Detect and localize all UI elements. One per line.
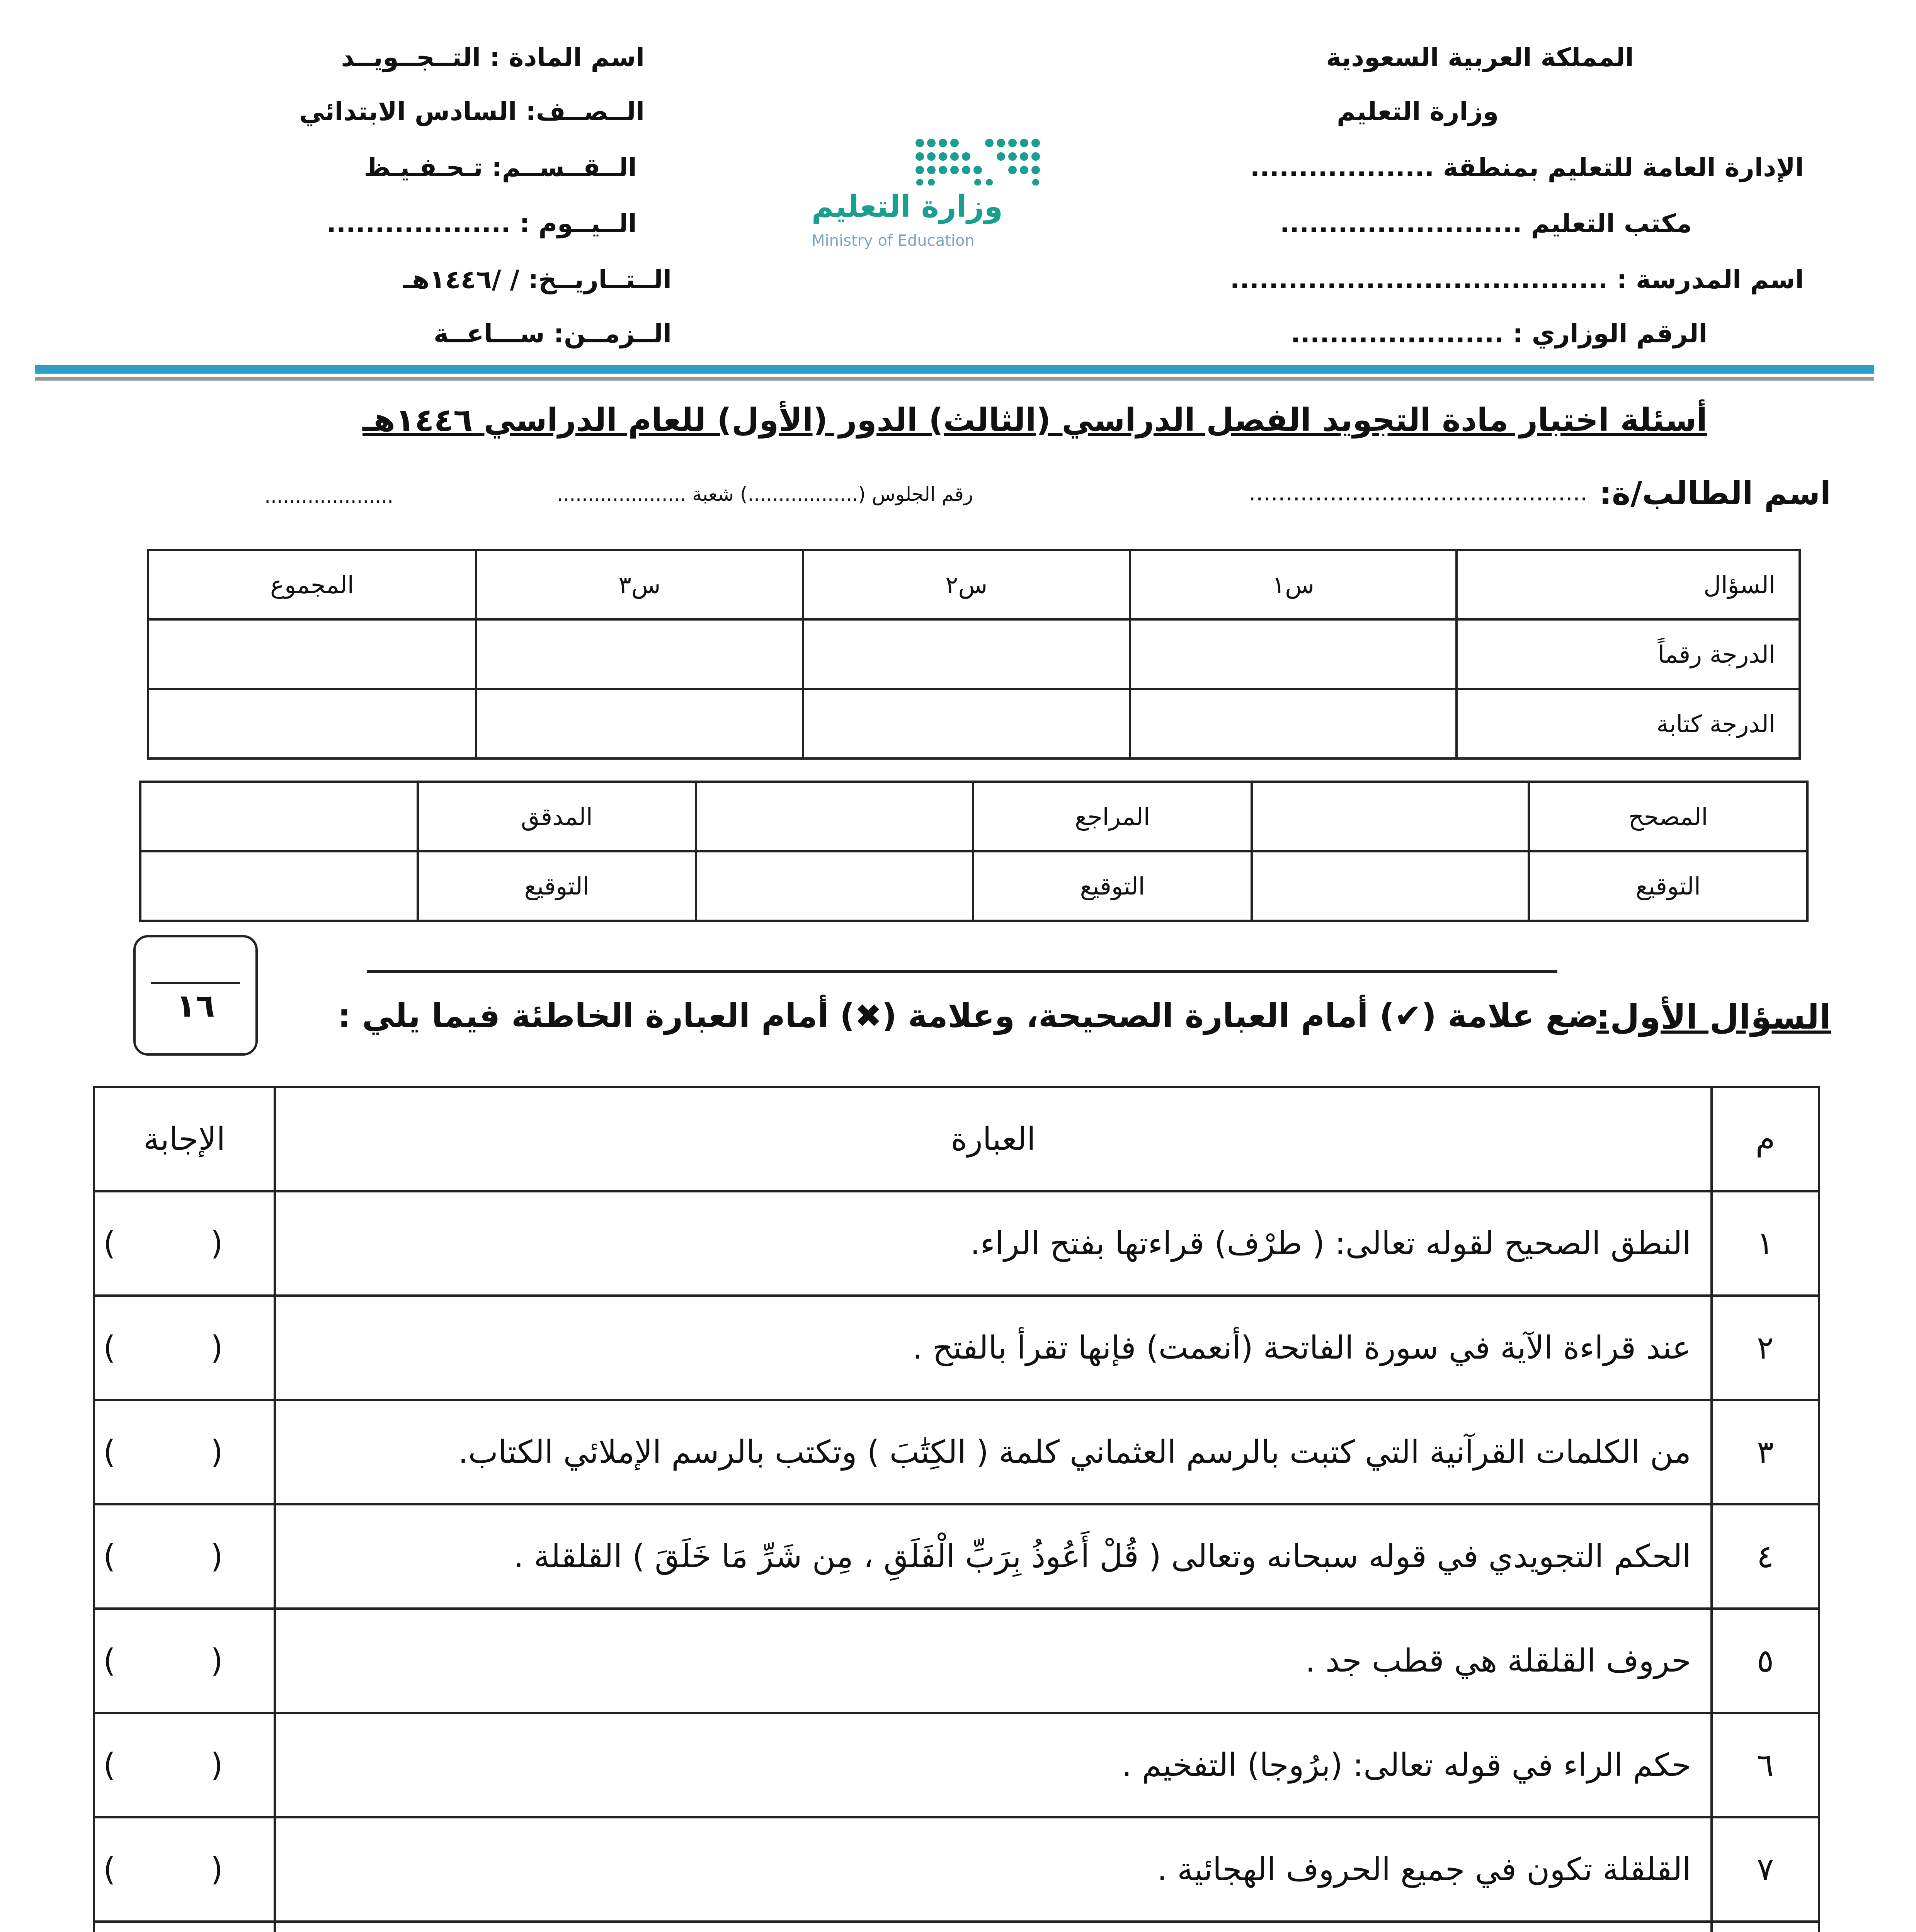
section-field: الــقــســم: تـحـفـيـظ [364, 153, 637, 182]
q1-row-num: ٥ [1712, 1609, 1819, 1713]
q1-table [93, 1086, 1820, 1932]
score-header-total: المجموع [148, 550, 476, 619]
q1-row-answer[interactable]: ( ) [94, 1504, 275, 1609]
q1-row-answer[interactable]: ( ) [94, 1713, 275, 1817]
ministry-name: وزارة التعليم [1337, 97, 1499, 126]
staff-signature-label: التوقيع [1529, 851, 1807, 921]
staff-cell[interactable] [696, 782, 973, 851]
score-cell[interactable] [1130, 689, 1457, 759]
q1-row-num: ٣ [1712, 1400, 1819, 1504]
score-header-q2: س٢ [803, 550, 1130, 619]
logo-english-text: Ministry of Education [812, 232, 975, 250]
q1-row-num [1712, 1922, 1819, 1932]
q1-row-num: ١ [1712, 1191, 1819, 1296]
student-name-label: اسم الطالب/ة: [1599, 475, 1831, 512]
logo-arabic-text: وزارة التعليم [812, 189, 1003, 224]
score-table [147, 549, 1801, 760]
office-field: مكتب التعليم ......................... [1280, 209, 1692, 238]
staff-cell[interactable] [140, 851, 418, 921]
staff-signature-label: التوقيع [973, 851, 1251, 921]
q1-row-statement [275, 1922, 1712, 1932]
q1-header-answer: الإجابة [94, 1087, 275, 1191]
q1-row-num: ٧ [1712, 1817, 1819, 1922]
q1-header-num: م [1712, 1087, 1819, 1191]
q1-score: ١٦ [176, 988, 215, 1024]
q1-row-statement: الحكم التجويدي في قوله سبحانه وتعالى ( قُلْ أَعُوذُ بِرَبِّ الْفَلَقِ ، مِن شَرِّ مَا خَلَقَ ) القلقلة . [275, 1504, 1712, 1609]
q1-score-box [133, 935, 258, 1056]
score-cell[interactable] [803, 619, 1130, 689]
subject-field: اسم المادة : التــجــويــد [341, 43, 645, 72]
score-row-numeric-label: الدرجة رقماً [1457, 619, 1800, 689]
date-field: الــتــاريــخ: / /١٤٤٦هـ [403, 265, 672, 294]
staff-signature-label: التوقيع [418, 851, 696, 921]
q1-row-statement: من الكلمات القرآنية التي كتبت بالرسم العثماني كلمة ( الكِتَٰبَ ) وتكتب بالرسم الإملائي الكتاب. [275, 1400, 1712, 1504]
table-row [94, 1817, 1819, 1922]
time-field: الــزمــن: ســـاعــة [434, 319, 672, 349]
directorate-field: الإدارة العامة للتعليم بمنطقة ................... [1250, 153, 1804, 182]
score-cell[interactable] [148, 619, 476, 689]
table-row [94, 1400, 1819, 1504]
q1-row-num: ٢ [1712, 1296, 1819, 1400]
logo-dots-icon [804, 135, 1098, 185]
q1-row-statement: النطق الصحيح لقوله تعالى: ( طرْف) قراءتها بفتح الراء. [275, 1191, 1712, 1296]
staff-cell[interactable] [140, 782, 418, 851]
table-row [94, 1191, 1819, 1296]
staff-corrector-label: المصحح [1529, 782, 1807, 851]
staff-auditor-label: المدقق [418, 782, 696, 851]
school-field: اسم المدرسة : ....................................... [1230, 265, 1804, 294]
q1-row-answer[interactable] [94, 1922, 275, 1932]
staff-cell[interactable] [1252, 782, 1529, 851]
score-cell[interactable] [148, 689, 476, 759]
ministry-logo [804, 135, 1098, 282]
score-cell[interactable] [1130, 619, 1457, 689]
score-row-written-label: الدرجة كتابة [1457, 689, 1800, 759]
staff-cell[interactable] [696, 851, 973, 921]
q1-row-statement: القلقلة تكون في جميع الحروف الهجائية . [275, 1817, 1712, 1922]
score-cell[interactable] [476, 689, 803, 759]
table-row [94, 1713, 1819, 1817]
score-header-q1: س١ [1130, 550, 1457, 619]
separator-line [367, 970, 1557, 973]
q1-row-answer[interactable]: ( ) [94, 1609, 275, 1713]
table-row [94, 1296, 1819, 1400]
score-header-q3: س٣ [476, 550, 803, 619]
header-divider-blue [35, 365, 1874, 374]
q1-row-answer[interactable]: ( ) [94, 1191, 275, 1296]
ministry-number-field: الرقم الوزاري : ...................... [1290, 319, 1707, 349]
q1-label: السؤال الأول: [1596, 997, 1831, 1037]
q1-row-num: ٦ [1712, 1713, 1819, 1817]
day-field: الــيــوم : ................... [326, 209, 637, 238]
seat-number-field: رقم الجلوس (..................) شعبة ..................... [557, 483, 973, 505]
q1-row-answer[interactable]: ( ) [94, 1817, 275, 1922]
grade-field: الــصــف: السادس الابتدائي [299, 97, 645, 126]
table-row [94, 1504, 1819, 1609]
extra-dots: ..................... [264, 485, 393, 507]
q1-row-answer[interactable]: ( ) [94, 1400, 275, 1504]
exam-title: أسئلة اختبار مادة التجويد الفصل الدراسي (الثالث) الدور (الأول) للعام الدراسي ١٤٤٦هـ [362, 402, 1707, 439]
staff-table [139, 781, 1809, 922]
country-name: المملكة العربية السعودية [1326, 43, 1634, 72]
q1-row-answer[interactable]: ( ) [94, 1296, 275, 1400]
q1-row-statement: عند قراءة الآية في سورة الفاتحة (أنعمت) فإنها تقرأ بالفتح . [275, 1296, 1712, 1400]
q1-row-statement: حكم الراء في قوله تعالى: (برُوجا) التفخيم . [275, 1713, 1712, 1817]
table-row [94, 1922, 1819, 1932]
q1-row-num: ٤ [1712, 1504, 1819, 1609]
score-header-question: السؤال [1457, 550, 1800, 619]
staff-cell[interactable] [1252, 851, 1529, 921]
q1-header-statement: العبارة [275, 1087, 1712, 1191]
score-cell[interactable] [476, 619, 803, 689]
student-name-dots: .............................................. [1248, 479, 1588, 506]
score-cell[interactable] [803, 689, 1130, 759]
q1-instruction: ضع علامة (✔) أمام العبارة الصحيحة، وعلامة (✖) أمام العبارة الخاطئة فيما يلي : [338, 997, 1599, 1035]
q1-row-statement: حروف القلقلة هي قطب جد . [275, 1609, 1712, 1713]
header-divider-gray [35, 377, 1874, 381]
table-row [94, 1609, 1819, 1713]
staff-reviewer-label: المراجع [973, 782, 1251, 851]
